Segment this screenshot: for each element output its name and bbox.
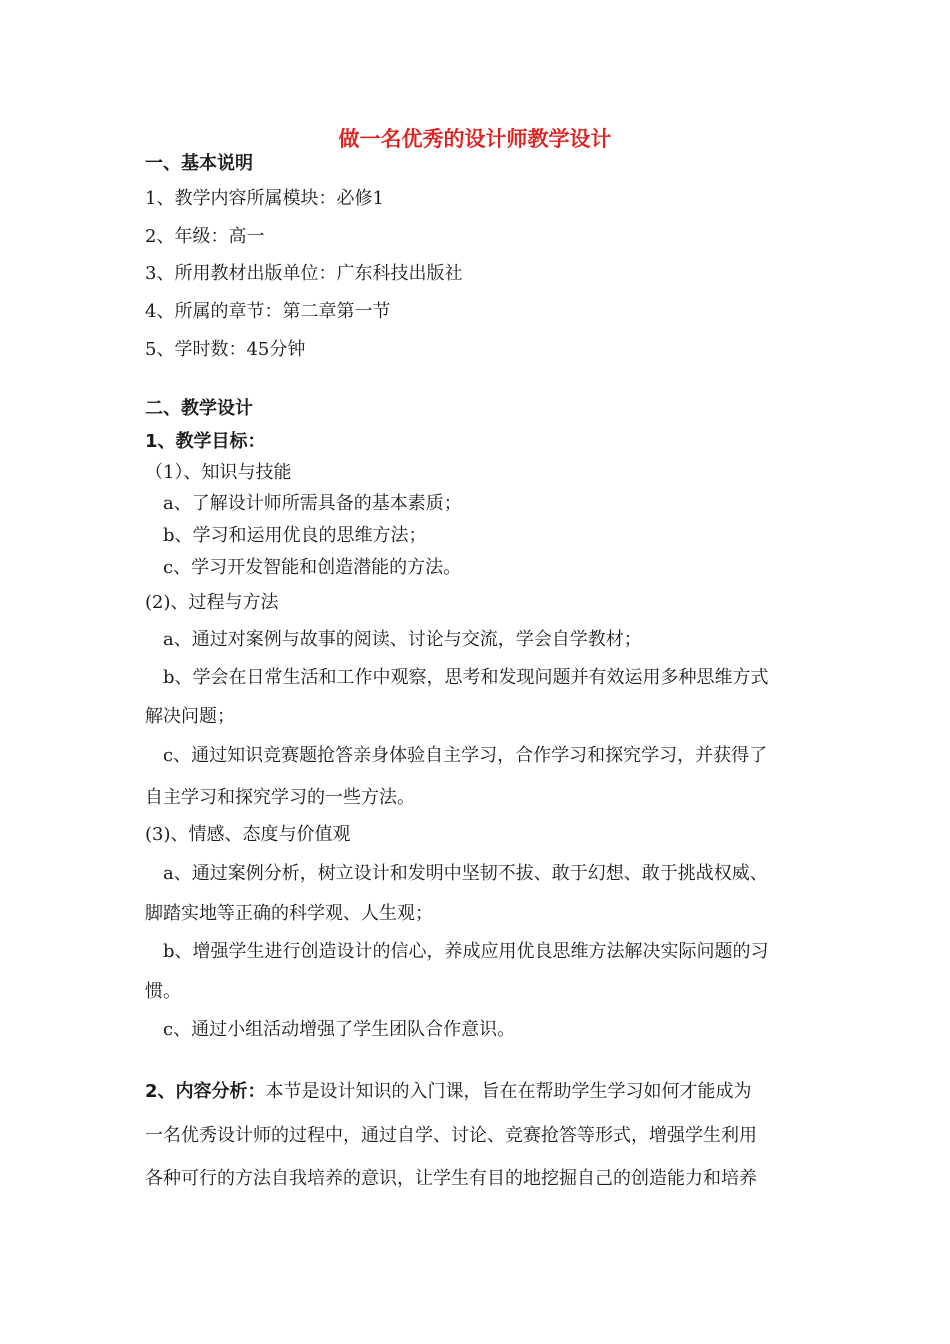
info-item-hours: 5、学时数：45分钟: [145, 339, 306, 360]
goal-1-item-b: b、学习和运用优良的思维方法；: [163, 525, 427, 546]
goal-2-item-b-line1: b、学会在日常生活和工作中观察，思考和发现问题并有效运用多种思维方式: [163, 667, 769, 688]
section1-heading: 一、基本说明: [145, 153, 253, 174]
info-item-chapter: 4、所属的章节：第二章第一节: [145, 301, 391, 322]
goals-heading: 1、教学目标：: [145, 431, 266, 452]
goal-2-item-c-line1: c、通过知识竞赛题抢答亲身体验自主学习，合作学习和探究学习，并获得了: [163, 745, 768, 766]
document-title: 做一名优秀的设计师教学设计: [338, 127, 612, 151]
goal-3-item-b-line2: 惯。: [145, 981, 181, 1002]
info-item-module: 1、教学内容所属模块：必修1: [145, 188, 384, 209]
goal-3-item-a-line2: 脚踏实地等正确的科学观、人生观；: [145, 903, 433, 924]
goal-2-heading: (2)、过程与方法: [145, 592, 279, 613]
section2-heading: 二、教学设计: [145, 398, 253, 419]
goal-3-heading: (3)、情感、态度与价值观: [145, 824, 351, 845]
goal-1-heading: （1）、知识与技能: [145, 462, 292, 483]
goal-2-item-b-line2: 解决问题；: [145, 706, 235, 727]
goal-1-item-a: a、了解设计师所需具备的基本素质；: [163, 493, 462, 514]
goal-3-item-b-line1: b、增强学生进行创造设计的信心，养成应用优良思维方法解决实际问题的习: [163, 941, 769, 962]
info-item-grade: 2、年级：高一: [145, 226, 265, 247]
goal-2-item-c-line2: 自主学习和探究学习的一些方法。: [145, 787, 415, 808]
goal-2-item-a: a、通过对案例与故事的阅读、讨论与交流，学会自学教材；: [163, 629, 642, 650]
goal-1-item-c: c、学习开发智能和创造潜能的方法。: [163, 557, 462, 578]
info-item-publisher: 3、所用教材出版单位：广东科技出版社: [145, 263, 463, 284]
analysis-heading: 2、内容分析：: [145, 1081, 266, 1102]
analysis-paragraph-line2: 一名优秀设计师的过程中，通过自学、讨论、竞赛抢答等形式，增强学生利用: [145, 1125, 757, 1146]
goal-3-item-a-line1: a、通过案例分析，树立设计和发明中坚韧不拔、敢于幻想、敢于挑战权威、: [163, 863, 768, 884]
goal-3-item-c: c、通过小组活动增强了学生团队合作意识。: [163, 1019, 516, 1040]
analysis-paragraph-line1: [145, 1080, 752, 1104]
analysis-paragraph-line3: 各种可行的方法自我培养的意识，让学生有目的地挖掘自己的创造能力和培养: [145, 1168, 757, 1189]
analysis-text-1: 本节是设计知识的入门课，旨在在帮助学生学习如何才能成为: [265, 1081, 752, 1102]
